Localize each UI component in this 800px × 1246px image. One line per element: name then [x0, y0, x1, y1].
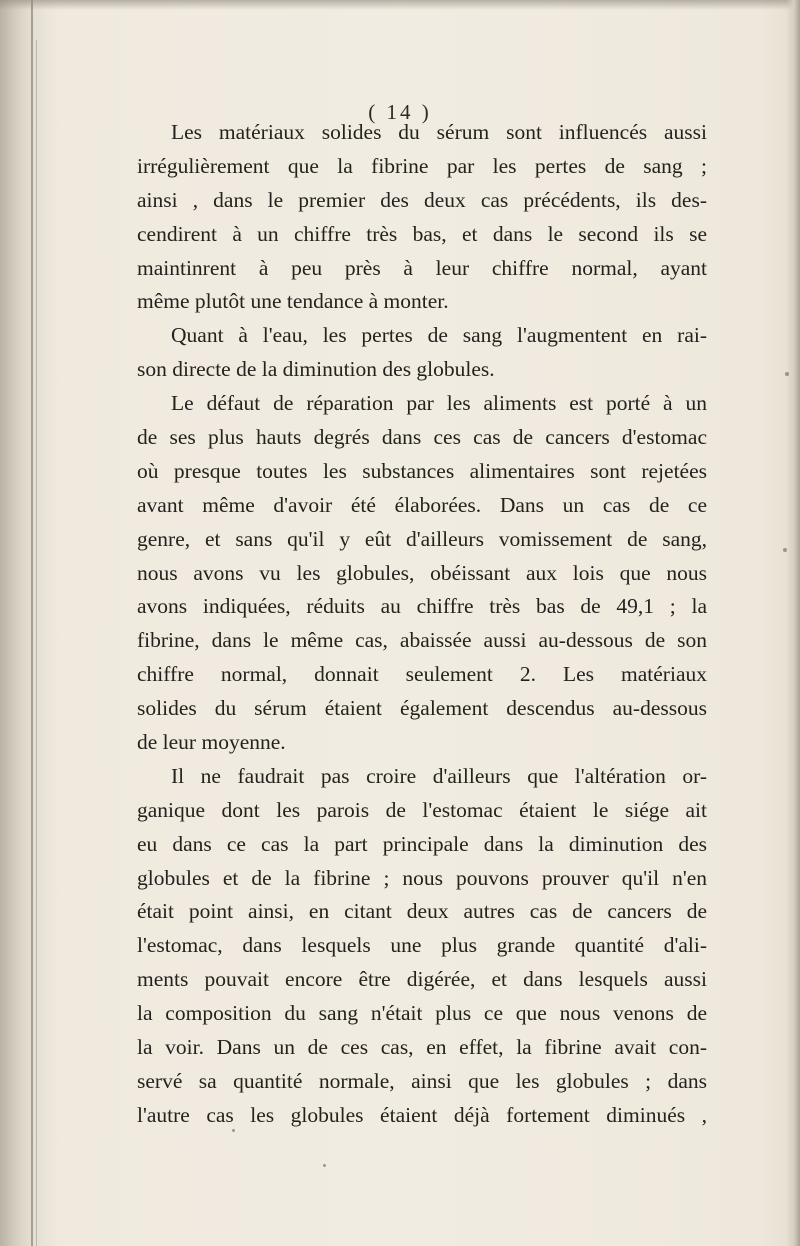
text-line: genre, et sans qu'il y eût d'ailleurs vomissement de sang, — [137, 526, 707, 551]
text-line: solides du sérum étaient également descendus au-dessous — [137, 696, 707, 721]
page-right-edge — [786, 0, 800, 1246]
text-line: de ses plus hauts degrés dans ces cas de cancers d'estomac — [137, 425, 707, 450]
text-line: chiffre normal, donnait seulement 2. Les matériaux — [137, 662, 707, 687]
binding-edge-line — [31, 0, 33, 1246]
text-line: ments pouvait encore être digérée, et dans lesquels aussi — [137, 967, 707, 992]
binding-edge-line-inner — [36, 40, 37, 1246]
text-line: Il ne faudrait pas croire d'ailleurs que l'altération or- — [171, 763, 707, 788]
text-line: nous avons vu les globules, obéissant aux lois que nous — [137, 560, 707, 585]
text-line: la composition du sang n'était plus ce que nous venons de — [137, 1001, 707, 1026]
text-line: avons indiquées, réduits au chiffre très bas de 49,1 ; la — [137, 594, 707, 619]
text-line: irrégulièrement que la fibrine par les pertes de sang ; — [137, 153, 707, 178]
binding-gutter — [0, 0, 46, 1246]
text-line: servé sa quantité normale, ainsi que les globules ; dans — [137, 1068, 707, 1093]
text-line: Quant à l'eau, les pertes de sang l'augmentent en rai- — [171, 323, 707, 348]
paper-speck — [323, 1164, 326, 1167]
paper-speck — [785, 372, 789, 376]
text-line: Le défaut de réparation par les aliments est porté à un — [171, 391, 707, 416]
text-line: où presque toutes les substances alimentaires sont rejetées — [137, 458, 707, 483]
paper-speck — [232, 1129, 235, 1132]
paper-speck — [783, 548, 787, 552]
page-number: ( 14 ) — [368, 100, 432, 124]
text-line: de leur moyenne. — [137, 730, 286, 755]
text-line: la voir. Dans un de ces cas, en effet, la fibrine avait con- — [137, 1035, 707, 1060]
text-line: fibrine, dans le même cas, abaissée aussi au-dessous de son — [137, 628, 707, 653]
text-line: son directe de la diminution des globules. — [137, 357, 495, 382]
page-top-shadow — [0, 0, 800, 10]
text-line: était point ainsi, en citant deux autres cas de cancers de — [137, 899, 707, 924]
text-line: l'autre cas les globules étaient déjà fortement diminués , — [137, 1102, 707, 1127]
text-line: globules et de la fibrine ; nous pouvons prouver qu'il n'en — [137, 865, 707, 890]
text-line: avant même d'avoir été élaborées. Dans un cas de ce — [137, 492, 707, 517]
body-text — [137, 116, 707, 1133]
text-line: même plutôt une tendance à monter. — [137, 289, 449, 314]
text-line: maintinrent à peu près à leur chiffre normal, ayant — [137, 255, 707, 280]
text-line: eu dans ce cas la part principale dans la diminution des — [137, 831, 707, 856]
text-line: Les matériaux solides du sérum sont influencés aussi — [171, 120, 707, 144]
text-line: ainsi , dans le premier des deux cas précédents, ils des- — [137, 187, 707, 212]
text-line: l'estomac, dans lesquels une plus grande quantité d'ali- — [137, 933, 707, 958]
text-line: cendirent à un chiffre très bas, et dans le second ils se — [137, 221, 707, 246]
text-line: ganique dont les parois de l'estomac étaient le siége ait — [137, 797, 707, 822]
